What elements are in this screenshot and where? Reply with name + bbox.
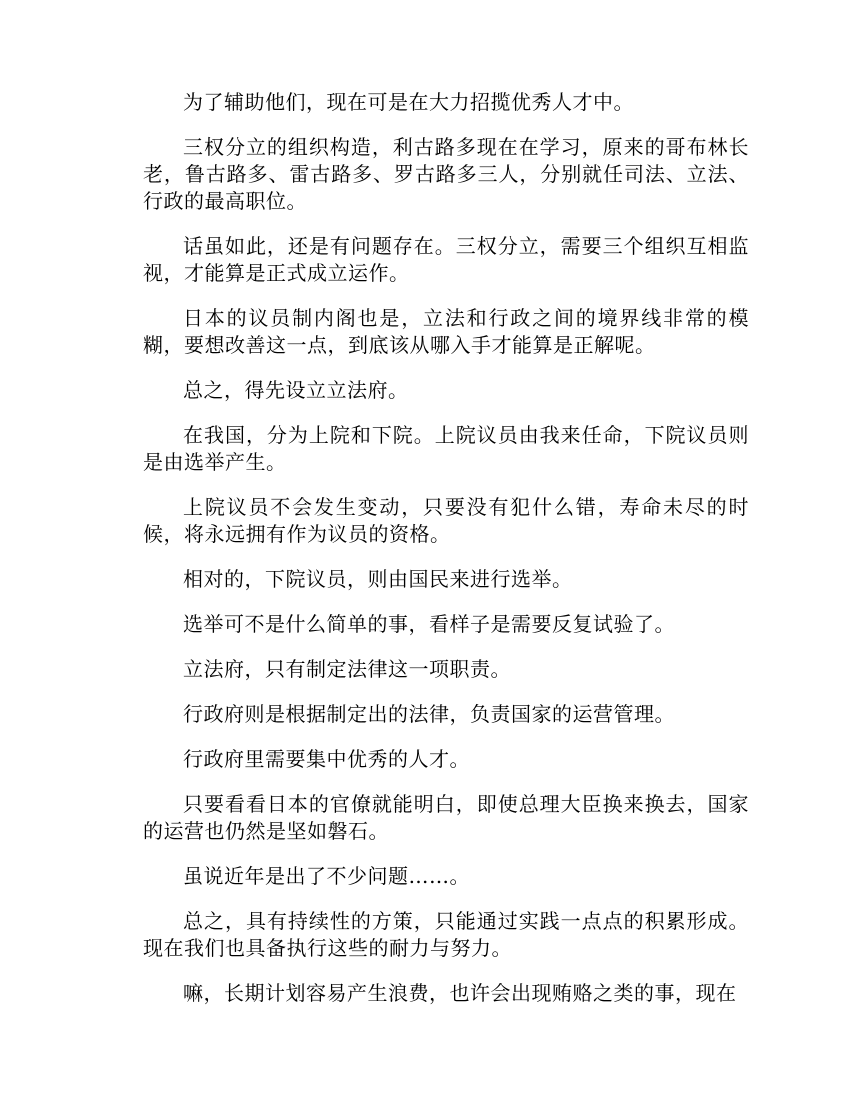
paragraph-8: 相对的，下院议员，则由国民来进行选举。 bbox=[183, 567, 573, 591]
paragraph-6: 在我国，分为上院和下院。上院议员由我来任命，下院议员则是由选举产生。 bbox=[143, 423, 749, 474]
paragraph-12: 行政府里需要集中优秀的人才。 bbox=[183, 747, 470, 771]
paragraph-10: 立法府，只有制定法律这一项职责。 bbox=[183, 657, 511, 681]
paragraph-16: 嘛，长期计划容易产生浪费，也许会出现贿赂之类的事，现在 bbox=[183, 981, 737, 1005]
paragraph-11: 行政府则是根据制定出的法律，负责国家的运营管理。 bbox=[183, 702, 675, 726]
paragraph-7: 上院议员不会发生变动，只要没有犯什么错，寿命未尽的时候，将永远拥有作为议员的资格。 bbox=[143, 495, 749, 546]
paragraph-4: 日本的议员制内阁也是，立法和行政之间的境界线非常的模糊，要想改善这一点，到底该从哪入手才能算是正解呢。 bbox=[143, 306, 749, 357]
paragraph-13: 只要看看日本的官僚就能明白，即使总理大臣换来换去，国家的运营也仍然是坚如磐石。 bbox=[143, 792, 749, 843]
paragraph-14: 虽说近年是出了不少问题……。 bbox=[183, 864, 470, 888]
paragraph-2: 三权分立的组织构造，利古路多现在在学习，原来的哥布林长老，鲁古路多、雷古路多、罗古路多三人，分别就任司法、立法、行政的最高职位。 bbox=[143, 135, 749, 213]
paragraph-15: 总之，具有持续性的方策，只能通过实践一点点的积累形成。现在我们也具备执行这些的耐力与努力。 bbox=[143, 909, 749, 960]
paragraph-9: 选举可不是什么简单的事，看样子是需要反复试验了。 bbox=[183, 612, 675, 636]
paragraph-1: 为了辅助他们，现在可是在大力招揽优秀人才中。 bbox=[183, 90, 634, 114]
document-body bbox=[143, 89, 749, 1025]
paragraph-3: 话虽如此，还是有问题存在。三权分立，需要三个组织互相监视，才能算是正式成立运作。 bbox=[143, 234, 749, 285]
paragraph-5: 总之，得先设立立法府。 bbox=[183, 378, 409, 402]
